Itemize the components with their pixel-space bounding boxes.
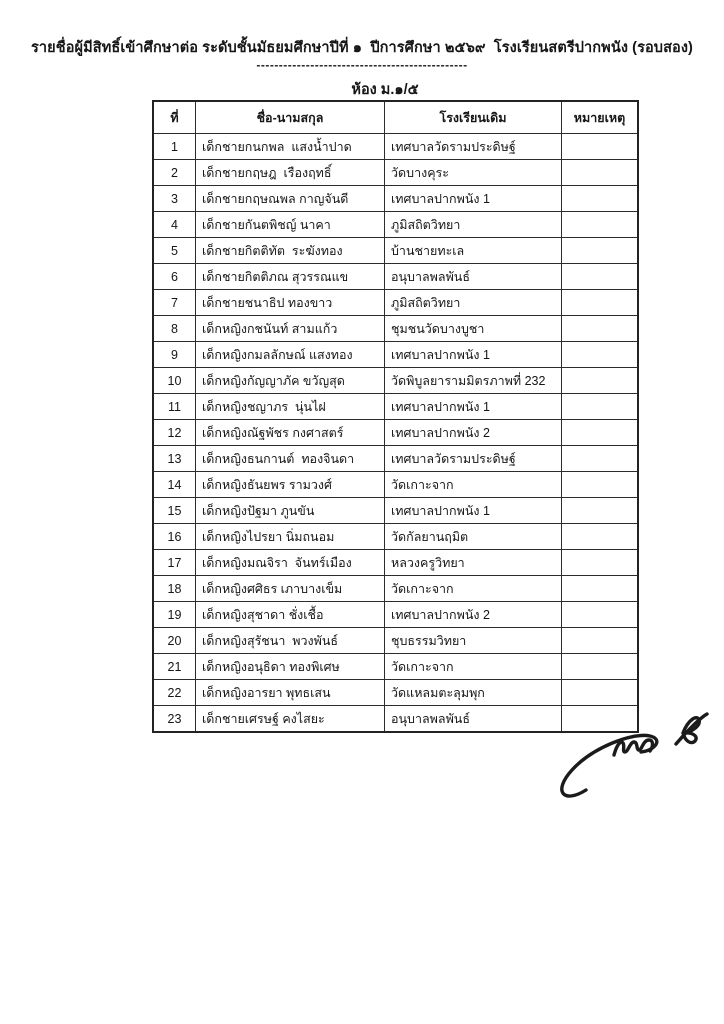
- cell-remark: [562, 498, 639, 524]
- cell-name: เด็กหญิงกมลลักษณ์ แสงทอง: [196, 342, 385, 368]
- cell-name: เด็กหญิงณัฐพัชร กงศาสตร์: [196, 420, 385, 446]
- cell-no: 7: [153, 290, 196, 316]
- table-header-row: [153, 101, 638, 134]
- cell-school: เทศบาลวัดรามประดิษฐ์: [385, 446, 562, 472]
- cell-no: 16: [153, 524, 196, 550]
- cell-no: 6: [153, 264, 196, 290]
- cell-school: เทศบาลวัดรามประดิษฐ์: [385, 134, 562, 160]
- table-row: [153, 316, 638, 342]
- header-cell-no: ที่: [153, 101, 196, 134]
- table-row: [153, 264, 638, 290]
- cell-no: 8: [153, 316, 196, 342]
- cell-no: 20: [153, 628, 196, 654]
- cell-remark: [562, 680, 639, 706]
- cell-remark: [562, 602, 639, 628]
- student-list-table: [152, 100, 639, 733]
- cell-remark: [562, 472, 639, 498]
- cell-no: 5: [153, 238, 196, 264]
- cell-no: 17: [153, 550, 196, 576]
- cell-school: เทศบาลปากพนัง 1: [385, 498, 562, 524]
- cell-school: ชุบธรรมวิทยา: [385, 628, 562, 654]
- cell-name: เด็กหญิงอารยา พุทธเสน: [196, 680, 385, 706]
- cell-name: เด็กชายกนกพล แสงน้ำปาด: [196, 134, 385, 160]
- cell-school: วัดบางคุระ: [385, 160, 562, 186]
- cell-remark: [562, 524, 639, 550]
- cell-name: เด็กหญิงปัฐมา ภูนขัน: [196, 498, 385, 524]
- cell-name: เด็กหญิงกชนันท์ สามแก้ว: [196, 316, 385, 342]
- cell-no: 21: [153, 654, 196, 680]
- cell-school: วัดเกาะจาก: [385, 654, 562, 680]
- cell-remark: [562, 654, 639, 680]
- cell-remark: [562, 368, 639, 394]
- cell-no: 11: [153, 394, 196, 420]
- cell-school: เทศบาลปากพนัง 1: [385, 186, 562, 212]
- cell-remark: [562, 264, 639, 290]
- header-cell-name: ชื่อ-นามสกุล: [196, 101, 385, 134]
- cell-school: เทศบาลปากพนัง 2: [385, 420, 562, 446]
- cell-remark: [562, 238, 639, 264]
- cell-remark: [562, 420, 639, 446]
- cell-school: อนุบาลพลพันธ์: [385, 706, 562, 733]
- cell-remark: [562, 160, 639, 186]
- table-row: [153, 628, 638, 654]
- table-row: [153, 420, 638, 446]
- cell-name: เด็กหญิงสุชาดา ชั่งเชื้อ: [196, 602, 385, 628]
- table-row: [153, 212, 638, 238]
- title-divider-dashes: -----------------------------------------------: [256, 58, 468, 72]
- table-row: [153, 576, 638, 602]
- cell-name: เด็กหญิงมณจิรา จันทร์เมือง: [196, 550, 385, 576]
- cell-remark: [562, 316, 639, 342]
- cell-remark: [562, 134, 639, 160]
- cell-no: 4: [153, 212, 196, 238]
- table-row: [153, 342, 638, 368]
- table-row: [153, 550, 638, 576]
- cell-school: วัดเกาะจาก: [385, 576, 562, 602]
- cell-name: เด็กชายกฤษฎ เรืองฤทธิ์: [196, 160, 385, 186]
- header-cell-remark: หมายเหตุ: [562, 101, 639, 134]
- cell-school: เทศบาลปากพนัง 2: [385, 602, 562, 628]
- cell-no: 2: [153, 160, 196, 186]
- document-title: รายชื่อผู้มีสิทธิ์เข้าศึกษาต่อ ระดับชั้นมัธยมศึกษาปีที่ ๑ ปีการศึกษา ๒๕๖๙ โรงเรียนสตรีปากพนัง (รอบสอง): [31, 40, 693, 56]
- cell-no: 3: [153, 186, 196, 212]
- cell-name: เด็กชายเศรษฐ์ คงไสยะ: [196, 706, 385, 733]
- handwritten-signature-icon: [552, 706, 720, 802]
- table-row: [153, 446, 638, 472]
- cell-school: วัดพิบูลยารามมิตรภาพที่ 232: [385, 368, 562, 394]
- cell-remark: [562, 342, 639, 368]
- cell-remark: [562, 212, 639, 238]
- table-row: [153, 290, 638, 316]
- cell-name: เด็กหญิงธนกานต์ ทองจินดา: [196, 446, 385, 472]
- cell-name: เด็กหญิงธันยพร รามวงศ์: [196, 472, 385, 498]
- table-row: [153, 238, 638, 264]
- cell-no: 14: [153, 472, 196, 498]
- table-row: [153, 602, 638, 628]
- cell-name: เด็กชายกิตติทัต ระฆังทอง: [196, 238, 385, 264]
- cell-school: ชุมชนวัดบางบูชา: [385, 316, 562, 342]
- cell-no: 12: [153, 420, 196, 446]
- cell-school: วัดแหลมตะลุมพุก: [385, 680, 562, 706]
- cell-name: เด็กชายชนาธิป ทองขาว: [196, 290, 385, 316]
- table-row: [153, 472, 638, 498]
- table-row: [153, 368, 638, 394]
- table-row: [153, 394, 638, 420]
- cell-no: 13: [153, 446, 196, 472]
- cell-name: เด็กหญิงศศิธร เภาบางเข็ม: [196, 576, 385, 602]
- table-row: [153, 680, 638, 706]
- table-row: [153, 498, 638, 524]
- table-row: [153, 654, 638, 680]
- cell-school: วัดกัลยานฤมิต: [385, 524, 562, 550]
- cell-name: เด็กชายกิตติภณ สุวรรณแข: [196, 264, 385, 290]
- header-cell-school: โรงเรียนเดิม: [385, 101, 562, 134]
- room-heading: ห้อง ม.๑/๕: [351, 82, 419, 98]
- cell-remark: [562, 576, 639, 602]
- student-table-body: [153, 134, 638, 733]
- cell-school: เทศบาลปากพนัง 1: [385, 342, 562, 368]
- cell-school: วัดเกาะจาก: [385, 472, 562, 498]
- table-row: [153, 160, 638, 186]
- cell-school: บ้านชายทะเล: [385, 238, 562, 264]
- cell-no: 9: [153, 342, 196, 368]
- cell-remark: [562, 550, 639, 576]
- table-header: [153, 101, 638, 134]
- cell-school: อนุบาลพลพันธ์: [385, 264, 562, 290]
- cell-remark: [562, 446, 639, 472]
- cell-remark: [562, 394, 639, 420]
- cell-no: 1: [153, 134, 196, 160]
- cell-no: 18: [153, 576, 196, 602]
- cell-school: เทศบาลปากพนัง 1: [385, 394, 562, 420]
- cell-name: เด็กหญิงอนุธิดา ทองพิเศษ: [196, 654, 385, 680]
- cell-name: เด็กชายกันตพิชญ์ นาคา: [196, 212, 385, 238]
- cell-name: เด็กหญิงชญาภร นุ่นไฝ: [196, 394, 385, 420]
- cell-no: 22: [153, 680, 196, 706]
- cell-no: 19: [153, 602, 196, 628]
- table-row: [153, 134, 638, 160]
- cell-school: หลวงครูวิทยา: [385, 550, 562, 576]
- cell-name: เด็กชายกฤษณพล กาญจันดี: [196, 186, 385, 212]
- table-row: [153, 524, 638, 550]
- cell-remark: [562, 290, 639, 316]
- cell-no: 23: [153, 706, 196, 733]
- table-row: [153, 186, 638, 212]
- cell-name: เด็กหญิงสุรัชนา พวงพันธ์: [196, 628, 385, 654]
- cell-school: ภูมิสถิตวิทยา: [385, 212, 562, 238]
- cell-no: 10: [153, 368, 196, 394]
- cell-school: ภูมิสถิตวิทยา: [385, 290, 562, 316]
- cell-name: เด็กหญิงกัญญาภัค ขวัญสุด: [196, 368, 385, 394]
- cell-remark: [562, 186, 639, 212]
- cell-no: 15: [153, 498, 196, 524]
- cell-remark: [562, 628, 639, 654]
- cell-name: เด็กหญิงไปรยา นิ่มถนอม: [196, 524, 385, 550]
